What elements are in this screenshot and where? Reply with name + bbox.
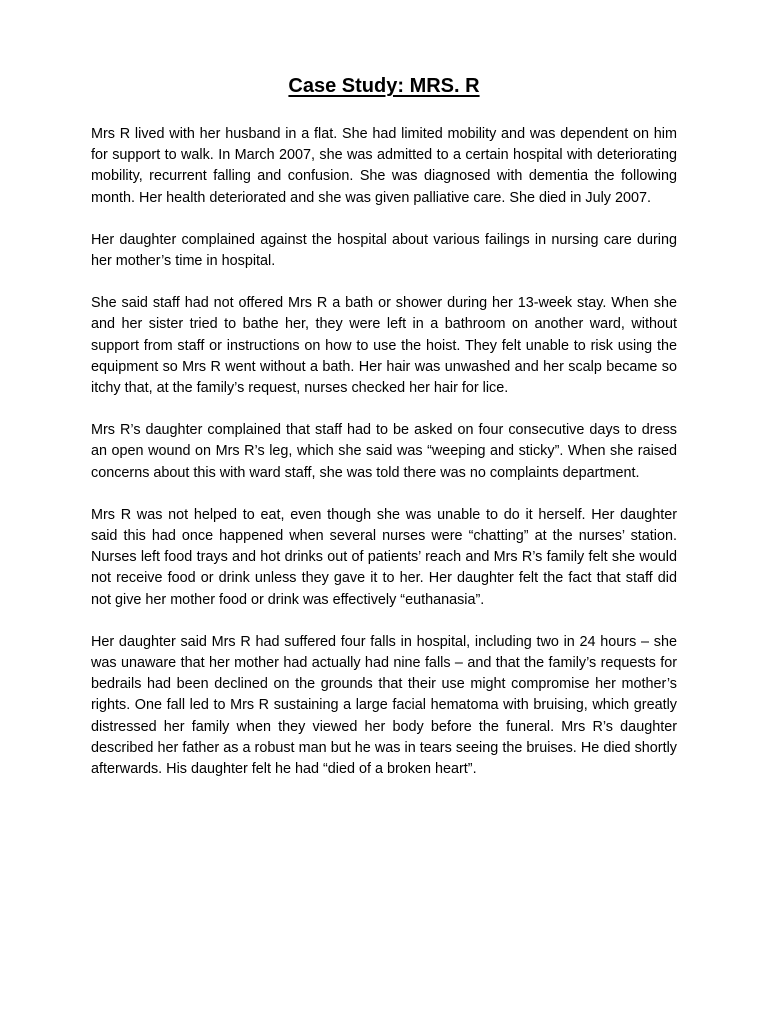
paragraph-bathing: She said staff had not offered Mrs R a bath or shower during her 13-week stay. When she and her sister tried to bathe her, they were left in a bathroom on another ward, without support from staff or instructions on how to use the hoist. They felt unable to risk using the equipment so Mrs R went without a bath. Her hair was unwashed and her scalp became so itchy that, at the family’s request, nurses checked her hair for lice. bbox=[91, 295, 677, 397]
paragraph-feeding: Mrs R was not helped to eat, even though she was unable to do it herself. Her daughter said this had once happened when several nurses were “chatting” at the nurses’ station. Nurses left food trays and hot drinks out of patients’ reach and Mrs R’s family felt she would not receive food or drink unless they gave it to her. Her daughter felt the fact that staff did not give her mother food or drink was effectively “euthanasia”. bbox=[91, 506, 677, 608]
paragraph-wound-care: Mrs R’s daughter complained that staff had to be asked on four consecutive days to dress an open wound on Mrs R’s leg, which she said was “weeping and sticky”. When she raised concerns about this with ward staff, she was told there was no complaints department. bbox=[91, 422, 677, 481]
document-title: Case Study: MRS. R bbox=[288, 75, 480, 97]
paragraph-admission: Mrs R lived with her husband in a flat. She had limited mobility and was dependent on him for support to walk. In March 2007, she was admitted to a certain hospital with deteriorating mobility, recurrent falling and confusion. She was diagnosed with dementia the following month. Her health deteriorated and she was given palliative care. She died in July 2007. bbox=[91, 126, 677, 206]
paragraph-falls: Her daughter said Mrs R had suffered four falls in hospital, including two in 24 hours – she was unaware that her mother had actually had nine falls – and that the family’s requests for bedrails had been declined on the grounds that their use might compromise her mother’s rights. One fall led to Mrs R sustaining a large facial hematoma with bruising, which greatly distressed her family when they viewed her body before the funeral. Mrs R’s daughter described her father as a robust man but he was in tears seeing the bruises. He died shortly afterwards. His daughter felt he had “died of a broken heart”. bbox=[91, 633, 677, 778]
paragraph-complaint: Her daughter complained against the hospital about various failings in nursing care during her mother’s time in hospital. bbox=[91, 231, 677, 270]
